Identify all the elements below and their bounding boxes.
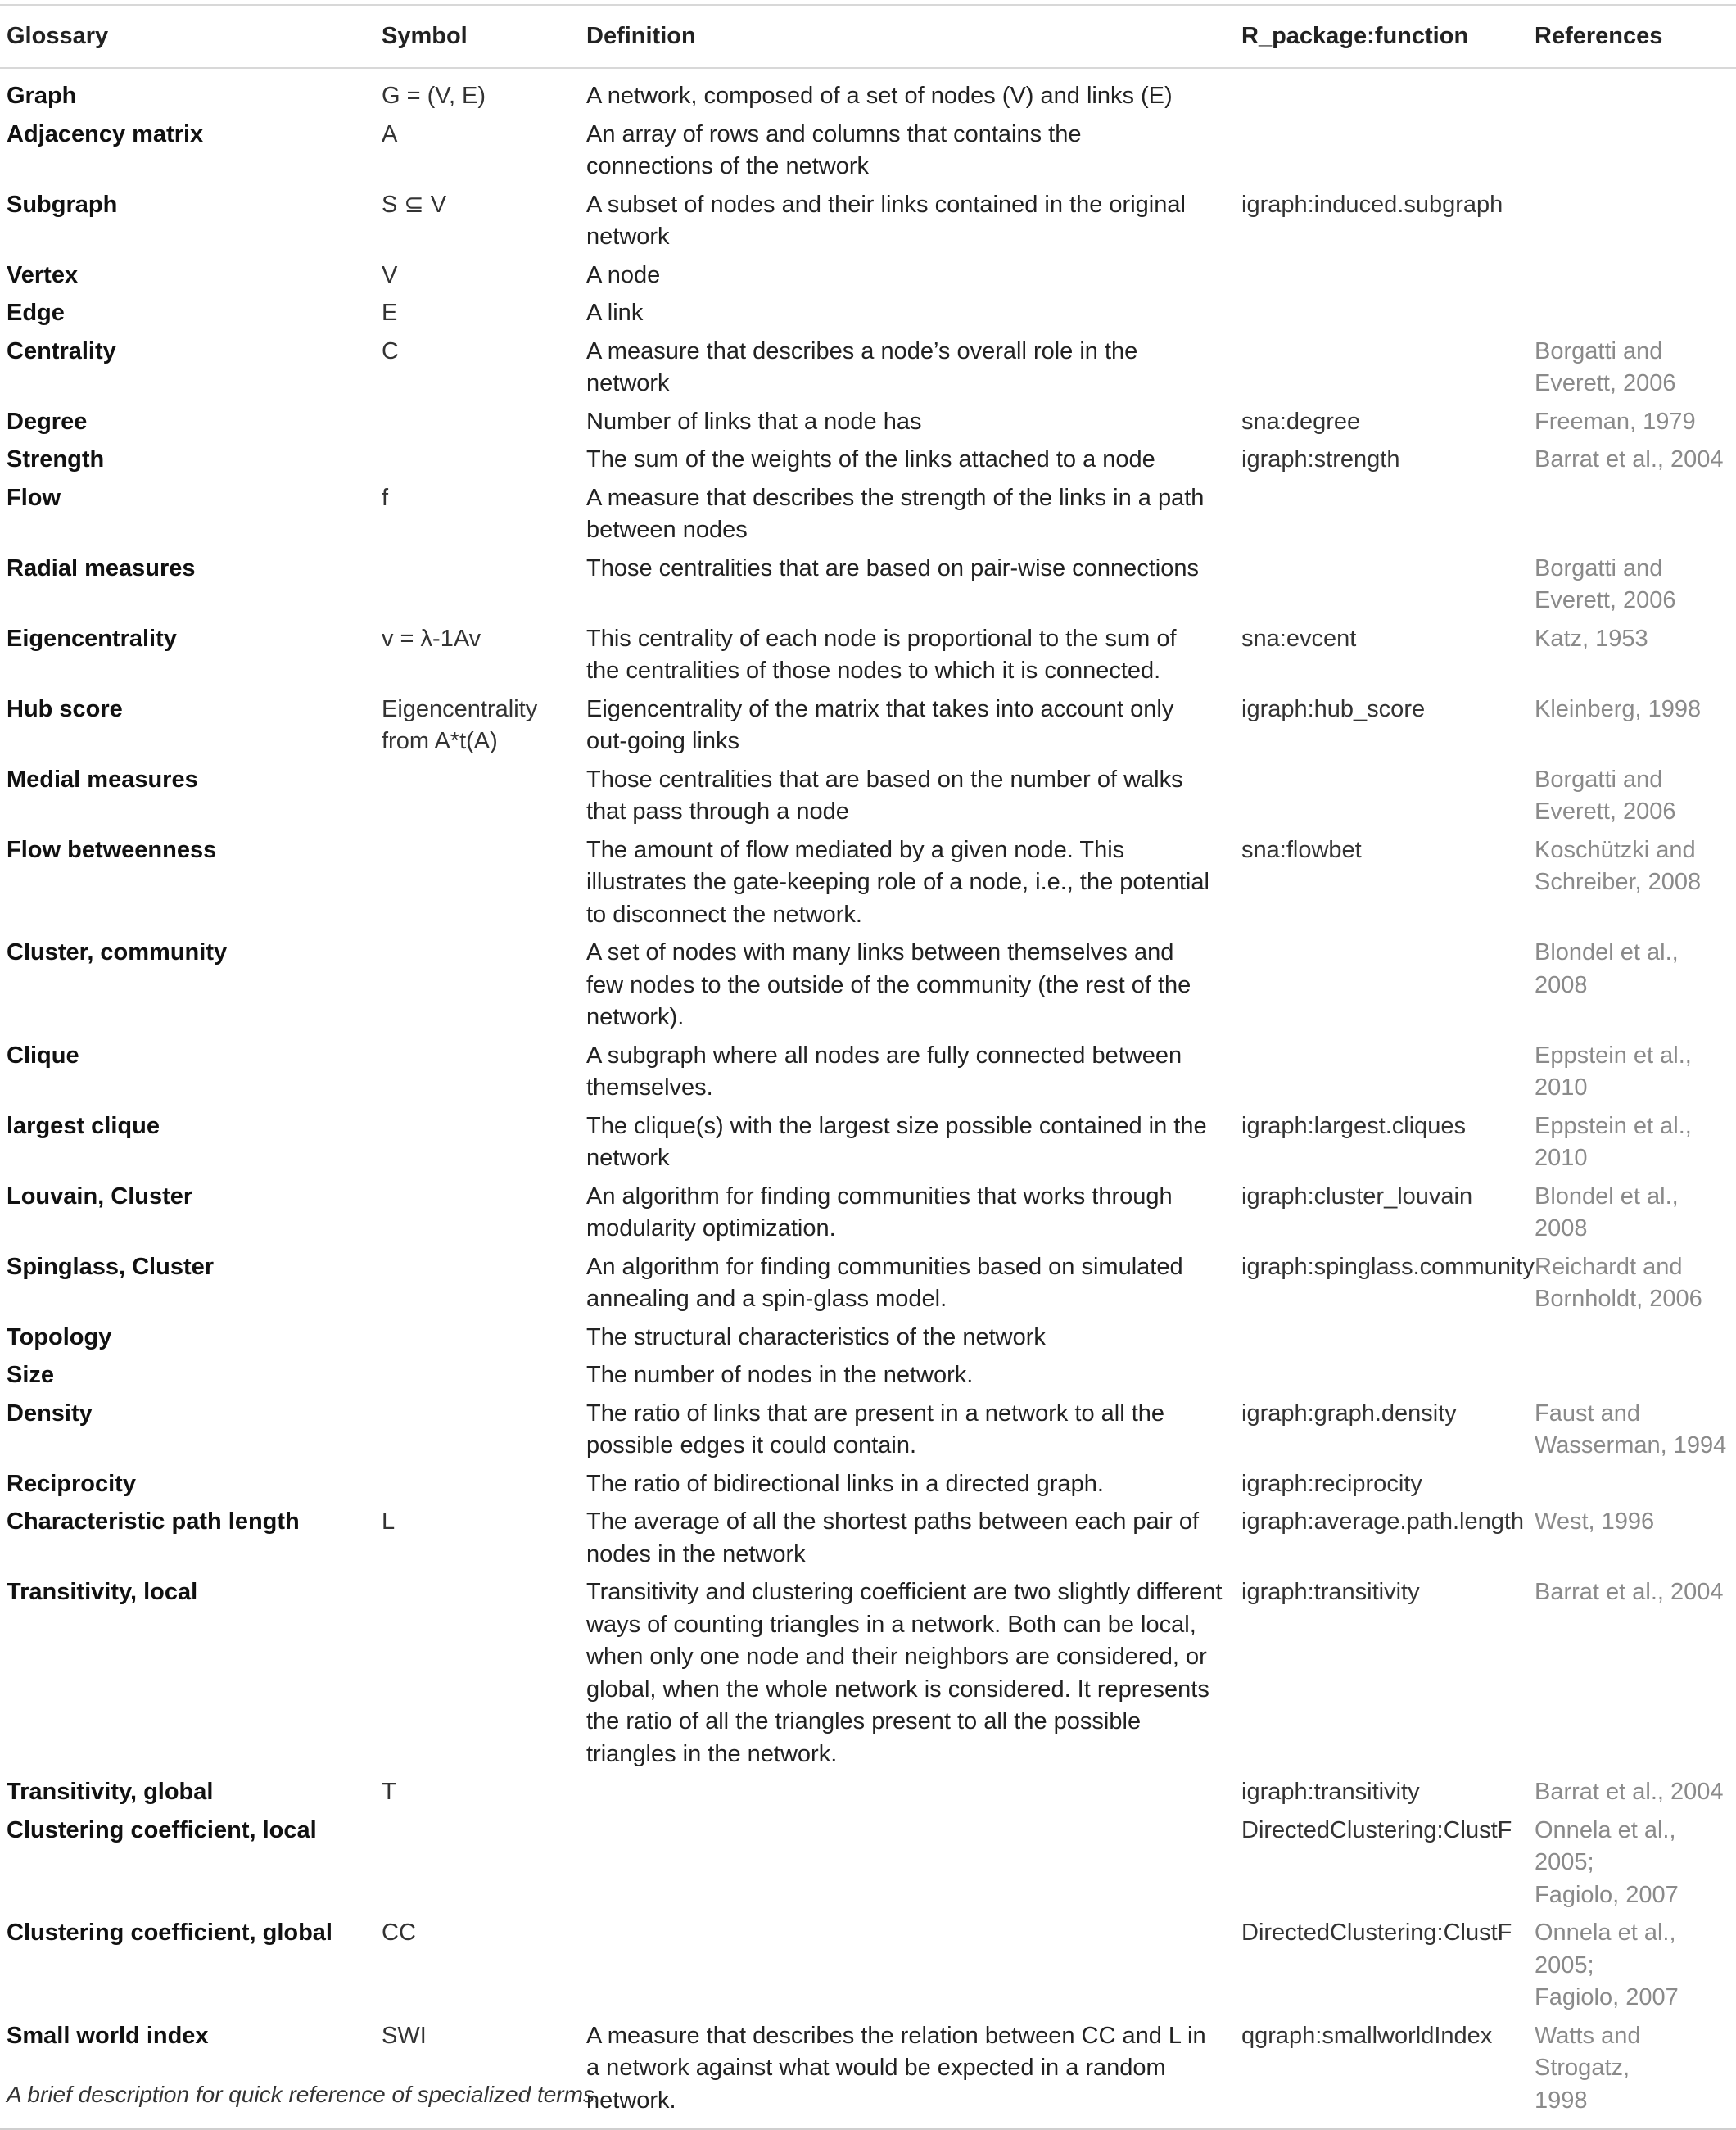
term-cell: Cluster, community bbox=[7, 939, 228, 966]
definition-cell: The structural characteristics of the network bbox=[586, 1323, 1046, 1350]
term-cell: Transitivity, global bbox=[7, 1779, 214, 1805]
term-cell: Degree bbox=[7, 408, 88, 435]
r-package-cell: igraph:reciprocity bbox=[1241, 1470, 1422, 1497]
table-row bbox=[0, 1812, 1736, 1915]
header-glossary: Glossary bbox=[0, 5, 375, 68]
symbol-cell: V bbox=[382, 261, 398, 288]
definition-cell: The average of all the shortest paths between each pair of nodes in the network bbox=[586, 1508, 1200, 1567]
table-row bbox=[0, 762, 1736, 832]
table-row bbox=[0, 1915, 1736, 2018]
reference-cell bbox=[1528, 295, 1736, 333]
term-cell: Strength bbox=[7, 446, 105, 473]
reference-cell bbox=[1528, 1319, 1736, 1358]
r-package-cell: igraph:largest.cliques bbox=[1241, 1112, 1467, 1139]
symbol-cell: C bbox=[382, 337, 399, 364]
definition-cell: The ratio of bidirectional links in a directed graph. bbox=[586, 1470, 1104, 1497]
symbol-cell bbox=[375, 1466, 580, 1504]
definition-cell: A measure that describes the strength of the links in a path between nodes bbox=[586, 484, 1205, 543]
reference-cell bbox=[1528, 480, 1736, 550]
reference-cell: Reichardt and Bornholdt, 2006 bbox=[1535, 1253, 1702, 1312]
definition-cell: Those centralities that are based on the number of walks that pass through a node bbox=[586, 766, 1183, 825]
r-package-cell bbox=[1235, 257, 1528, 296]
r-package-cell bbox=[1235, 116, 1528, 187]
definition-cell: A node bbox=[586, 261, 661, 288]
r-package-cell bbox=[1235, 1038, 1528, 1108]
header-definition: Definition bbox=[580, 5, 1235, 68]
table-row bbox=[0, 257, 1736, 296]
reference-cell bbox=[1528, 187, 1736, 257]
symbol-cell bbox=[375, 1178, 580, 1249]
definition-cell: A link bbox=[586, 300, 644, 326]
reference-cell: Onnela et al., 2005; Fagiolo, 2007 bbox=[1535, 1816, 1679, 1908]
definition-cell: A measure that describes the relation between CC and L in a network against what would be expected in a random network. bbox=[586, 2022, 1206, 2114]
table-row bbox=[0, 2018, 1736, 2130]
table-row bbox=[0, 1178, 1736, 1249]
table-row bbox=[0, 333, 1736, 404]
table-row bbox=[0, 1774, 1736, 1812]
table-row bbox=[0, 550, 1736, 621]
r-package-cell bbox=[1235, 762, 1528, 832]
r-package-cell: sna:flowbet bbox=[1241, 836, 1362, 863]
definition-cell: A network, composed of a set of nodes (V) and links (E) bbox=[586, 83, 1173, 109]
r-package-cell bbox=[1235, 1319, 1528, 1358]
term-cell: largest clique bbox=[7, 1112, 160, 1139]
r-package-cell: qgraph:smallworldIndex bbox=[1241, 2022, 1493, 2049]
term-cell: Vertex bbox=[7, 261, 79, 288]
reference-cell: Eppstein et al., 2010 bbox=[1535, 1042, 1692, 1101]
r-package-cell: igraph:induced.subgraph bbox=[1241, 191, 1503, 218]
symbol-cell bbox=[375, 1395, 580, 1466]
reference-cell: Blondel et al., 2008 bbox=[1535, 939, 1679, 998]
symbol-cell: SWI bbox=[382, 2022, 427, 2049]
r-package-cell: igraph:spinglass.community bbox=[1241, 1253, 1535, 1280]
symbol-cell bbox=[375, 1574, 580, 1774]
symbol-cell bbox=[375, 1812, 580, 1915]
table-row bbox=[0, 691, 1736, 762]
term-cell: Clique bbox=[7, 1042, 79, 1069]
r-package-cell: igraph:hub_score bbox=[1241, 695, 1426, 722]
symbol-cell bbox=[375, 404, 580, 442]
term-cell: Edge bbox=[7, 300, 65, 326]
reference-cell: Onnela et al., 2005; Fagiolo, 2007 bbox=[1535, 1920, 1679, 2010]
definition-cell bbox=[580, 1915, 1235, 2018]
symbol-cell bbox=[375, 1108, 580, 1178]
symbol-cell bbox=[375, 1319, 580, 1358]
r-package-cell: DirectedClustering:ClustF bbox=[1241, 1816, 1512, 1843]
reference-cell: Koschützki and Schreiber, 2008 bbox=[1535, 836, 1702, 895]
reference-cell: Barrat et al., 2004 bbox=[1535, 1779, 1724, 1805]
r-package-cell: igraph:transitivity bbox=[1241, 1579, 1420, 1605]
r-package-cell: igraph:transitivity bbox=[1241, 1779, 1420, 1805]
definition-cell: Those centralities that are based on pair-wise connections bbox=[586, 554, 1199, 581]
table-row bbox=[0, 1504, 1736, 1574]
r-package-cell bbox=[1235, 934, 1528, 1038]
symbol-cell: S ⊆ V bbox=[382, 191, 447, 218]
term-cell: Medial measures bbox=[7, 766, 198, 793]
reference-cell: Watts and Strogatz, 1998 bbox=[1535, 2022, 1641, 2114]
r-package-cell bbox=[1235, 550, 1528, 621]
table-footnote: A brief description for quick reference of specialized terms. bbox=[7, 2082, 601, 2107]
r-package-cell: DirectedClustering:ClustF bbox=[1241, 1920, 1512, 1946]
term-cell: Flow bbox=[7, 484, 61, 511]
definition-cell: Transitivity and clustering coefficient are two slightly different ways of counting triangles in a network. Both can be local, when only one node and their neighbors are considered, or global, when the whole network is considered. It represents the ratio of all the triangles present to all the possible triangles in the network. bbox=[586, 1579, 1223, 1767]
r-package-cell: igraph:graph.density bbox=[1241, 1400, 1457, 1427]
table-row bbox=[0, 1357, 1736, 1395]
r-package-cell bbox=[1235, 333, 1528, 404]
table-row bbox=[0, 1319, 1736, 1358]
reference-cell bbox=[1528, 68, 1736, 116]
reference-cell: Borgatti and Everett, 2006 bbox=[1535, 554, 1676, 613]
term-cell: Clustering coefficient, global bbox=[7, 1920, 332, 1946]
symbol-cell: L bbox=[382, 1508, 396, 1535]
symbol-cell bbox=[375, 1249, 580, 1319]
term-cell: Louvain, Cluster bbox=[7, 1183, 193, 1210]
term-cell: Radial measures bbox=[7, 554, 196, 581]
table-row bbox=[0, 1038, 1736, 1108]
table-row bbox=[0, 1249, 1736, 1319]
r-package-cell bbox=[1235, 295, 1528, 333]
r-package-cell: sna:degree bbox=[1241, 408, 1361, 435]
header-r-package: R_package:function bbox=[1235, 5, 1528, 68]
reference-cell: Freeman, 1979 bbox=[1535, 408, 1696, 435]
definition-cell: A measure that describes a node’s overall role in the network bbox=[586, 337, 1138, 396]
symbol-cell: v = λ-1Av bbox=[382, 625, 481, 652]
r-package-cell: igraph:cluster_louvain bbox=[1241, 1183, 1473, 1210]
symbol-cell bbox=[375, 832, 580, 935]
table-row bbox=[0, 832, 1736, 935]
reference-cell: Katz, 1953 bbox=[1535, 625, 1648, 652]
reference-cell: Eppstein et al., 2010 bbox=[1535, 1112, 1692, 1171]
reference-cell: Barrat et al., 2004 bbox=[1535, 1579, 1724, 1605]
symbol-cell: E bbox=[382, 300, 398, 326]
symbol-cell bbox=[375, 1038, 580, 1108]
symbol-cell bbox=[375, 762, 580, 832]
reference-cell bbox=[1528, 257, 1736, 296]
reference-cell: Kleinberg, 1998 bbox=[1535, 695, 1702, 722]
definition-cell: A subset of nodes and their links contained in the original network bbox=[586, 191, 1186, 250]
table-row bbox=[0, 116, 1736, 187]
definition-cell: An array of rows and columns that contains the connections of the network bbox=[586, 120, 1082, 179]
definition-cell: Eigencentrality of the matrix that takes into account only out-going links bbox=[586, 695, 1174, 754]
definition-cell: The clique(s) with the largest size possible contained in the network bbox=[586, 1112, 1207, 1171]
definition-cell: Number of links that a node has bbox=[586, 408, 922, 435]
definition-cell: The number of nodes in the network. bbox=[586, 1362, 974, 1388]
term-cell: Spinglass, Cluster bbox=[7, 1253, 215, 1280]
symbol-cell: CC bbox=[382, 1920, 416, 1946]
r-package-cell bbox=[1235, 68, 1528, 116]
term-cell: Eigencentrality bbox=[7, 625, 177, 652]
symbol-cell bbox=[375, 934, 580, 1038]
reference-cell bbox=[1528, 1357, 1736, 1395]
definition-cell bbox=[580, 1812, 1235, 1915]
r-package-cell: igraph:average.path.length bbox=[1241, 1508, 1525, 1535]
header-row bbox=[0, 5, 1736, 68]
table-header bbox=[0, 5, 1736, 68]
term-cell: Adjacency matrix bbox=[7, 120, 204, 147]
glossary-table bbox=[0, 4, 1736, 2130]
term-cell: Clustering coefficient, local bbox=[7, 1816, 317, 1843]
table-row bbox=[0, 1466, 1736, 1504]
table-row bbox=[0, 404, 1736, 442]
symbol-cell: T bbox=[382, 1779, 396, 1805]
definition-cell: An algorithm for finding communities that works through modularity optimization. bbox=[586, 1183, 1173, 1241]
definition-cell: The amount of flow mediated by a given node. This illustrates the gate-keeping role of a node, i.e., the potential to disconnect the network. bbox=[586, 836, 1209, 928]
reference-cell: Barrat et al., 2004 bbox=[1535, 446, 1724, 473]
header-symbol: Symbol bbox=[375, 5, 580, 68]
term-cell: Transitivity, local bbox=[7, 1579, 198, 1605]
reference-cell: Blondel et al., 2008 bbox=[1535, 1183, 1679, 1241]
symbol-cell: A bbox=[382, 120, 398, 147]
table-row bbox=[0, 480, 1736, 550]
term-cell: Centrality bbox=[7, 337, 116, 364]
symbol-cell bbox=[375, 1357, 580, 1395]
symbol-cell: G = (V, E) bbox=[382, 83, 486, 109]
reference-cell: West, 1996 bbox=[1535, 1508, 1655, 1535]
r-package-cell bbox=[1235, 480, 1528, 550]
definition-cell: A set of nodes with many links between themselves and few nodes to the outside of the community (the rest of the network). bbox=[586, 939, 1191, 1030]
definition-cell: An algorithm for finding communities based on simulated annealing and a spin-glass model. bbox=[586, 1253, 1183, 1312]
symbol-cell: f bbox=[382, 484, 389, 511]
term-cell: Hub score bbox=[7, 695, 123, 722]
term-cell: Characteristic path length bbox=[7, 1508, 300, 1535]
reference-cell: Borgatti and Everett, 2006 bbox=[1535, 766, 1676, 825]
definition-cell: A subgraph where all nodes are fully connected between themselves. bbox=[586, 1042, 1182, 1101]
table-row bbox=[0, 934, 1736, 1038]
table-row bbox=[0, 295, 1736, 333]
term-cell: Subgraph bbox=[7, 191, 118, 218]
symbol-cell bbox=[375, 441, 580, 480]
table-row bbox=[0, 187, 1736, 257]
term-cell: Size bbox=[7, 1362, 55, 1388]
reference-cell: Borgatti and Everett, 2006 bbox=[1535, 337, 1676, 396]
r-package-cell bbox=[1235, 1357, 1528, 1395]
table-row bbox=[0, 441, 1736, 480]
definition-cell: The ratio of links that are present in a network to all the possible edges it could contain. bbox=[586, 1400, 1165, 1458]
term-cell: Graph bbox=[7, 83, 77, 109]
table-row bbox=[0, 1574, 1736, 1774]
table-body bbox=[0, 68, 1736, 2129]
definition-cell: This centrality of each node is proportional to the sum of the centralities of those nodes to which it is connected. bbox=[586, 625, 1177, 684]
table-row bbox=[0, 1395, 1736, 1466]
table-row bbox=[0, 1108, 1736, 1178]
term-cell: Reciprocity bbox=[7, 1470, 136, 1497]
reference-cell bbox=[1528, 116, 1736, 187]
symbol-cell bbox=[375, 550, 580, 621]
header-references: References bbox=[1528, 5, 1736, 68]
table-row bbox=[0, 621, 1736, 691]
term-cell: Topology bbox=[7, 1323, 112, 1350]
term-cell: Density bbox=[7, 1400, 93, 1427]
reference-cell: Faust and Wasserman, 1994 bbox=[1535, 1400, 1727, 1458]
term-cell: Flow betweenness bbox=[7, 836, 217, 863]
term-cell: Small world index bbox=[7, 2022, 209, 2049]
r-package-cell: igraph:strength bbox=[1241, 446, 1400, 473]
reference-cell bbox=[1528, 1466, 1736, 1504]
definition-cell: The sum of the weights of the links attached to a node bbox=[586, 446, 1155, 473]
r-package-cell: sna:evcent bbox=[1241, 625, 1357, 652]
definition-cell bbox=[580, 1774, 1235, 1812]
symbol-cell: Eigencentrality from A*t(A) bbox=[382, 695, 538, 754]
table-row bbox=[0, 68, 1736, 116]
